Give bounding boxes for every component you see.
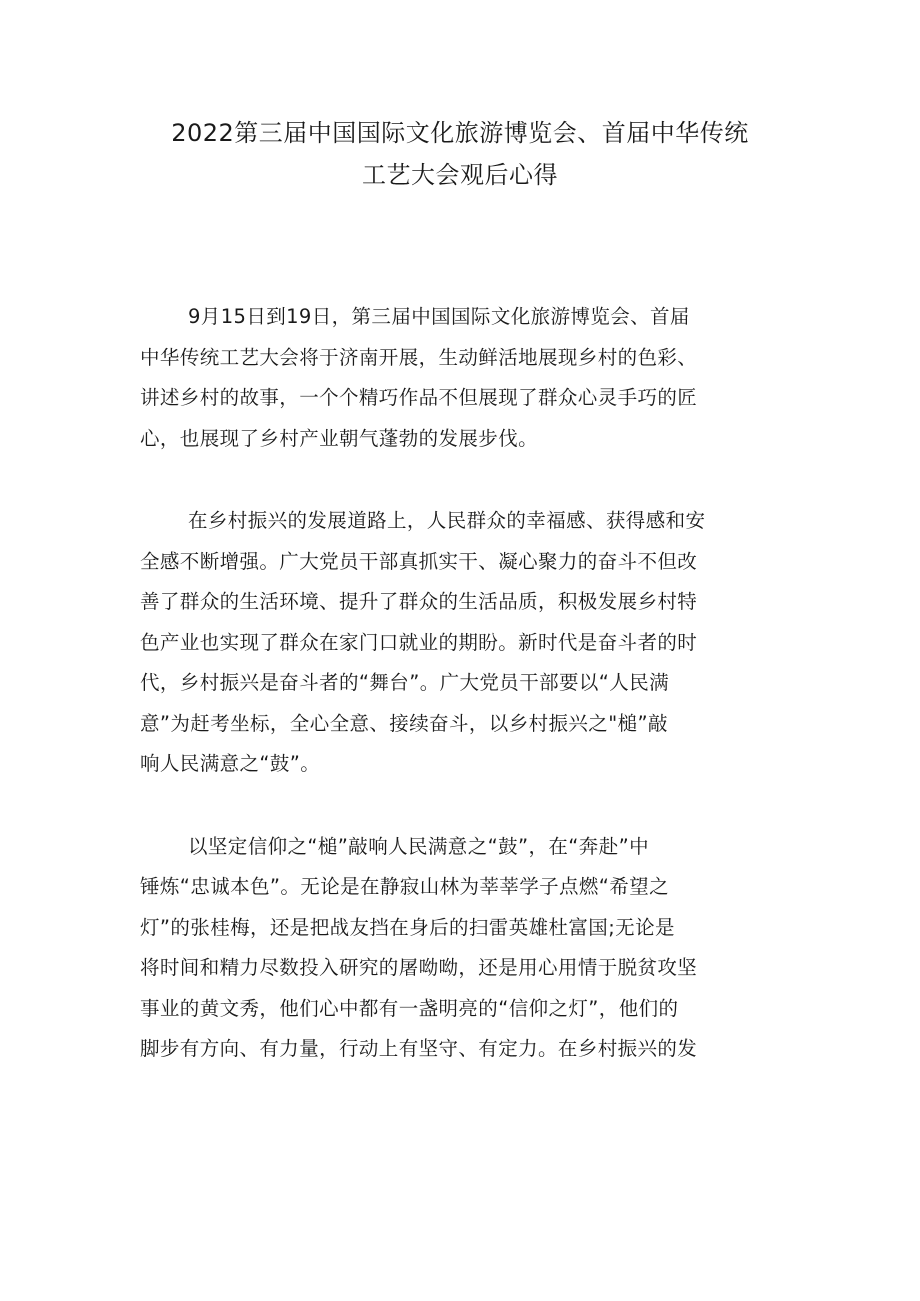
paragraph-line: 善了群众的生活环境、提升了群众的生活品质，积极发展乡村特 xyxy=(140,590,698,613)
paragraph-line: 心，也展现了乡村产业朝气蓬勃的发展步伐。 xyxy=(140,426,539,450)
paragraph-line: 意”为赶考坐标，全心全意、接续奋斗，以乡村振兴之"槌”敲 xyxy=(140,711,668,735)
paragraph-line: 9月15日到19日，第三届中国国际文化旅游博览会、首届 xyxy=(188,305,690,328)
paragraph-line: 讲述乡村的故事，一个个精巧作品不但展现了群众心灵手巧的匠 xyxy=(140,386,698,409)
paragraph-3 xyxy=(140,827,800,1070)
document-body xyxy=(140,297,800,1112)
paragraph-line: 事业的黄文秀，他们心中都有一盏明亮的“信仰之灯”，他们的 xyxy=(140,996,679,1020)
paragraph-line: 色产业也实现了群众在家门口就业的期盼。新时代是奋斗者的时 xyxy=(140,630,698,654)
paragraph-line: 脚步有方向、有力量，行动上有坚守、有定力。在乡村振兴的发 xyxy=(140,1037,698,1060)
paragraph-line: 中华传统工艺大会将于济南开展，生动鲜活地展现乡村的色彩、 xyxy=(140,345,698,369)
title-line: 2022第三届中国国际文化旅游博览会、首届中华传统 xyxy=(171,119,749,147)
paragraph-line: 锤炼“忠诚本色”。无论是在静寂山林为莘莘学子点燃“希望之 xyxy=(140,875,670,898)
paragraph-line: 代，乡村振兴是奋斗者的“舞台”。广大党员干部要以“人民满 xyxy=(140,671,670,694)
document-title xyxy=(120,112,800,196)
paragraph-line: 灯”的张桂梅，还是把战友挡在身后的扫雷英雄杜富国;无论是 xyxy=(140,915,675,939)
paragraph-1 xyxy=(140,297,800,459)
paragraph-line: 在乡村振兴的发展道路上，人民群众的幸福感、获得感和安 xyxy=(188,509,706,532)
paragraph-line: 以坚定信仰之“槌”敲响人民满意之“鼓”，在“奔赴”中 xyxy=(188,834,650,858)
paragraph-line: 响人民满意之“鼓”。 xyxy=(140,752,321,775)
paragraph-2 xyxy=(140,501,800,785)
title-line: 工艺大会观后心得 xyxy=(362,161,558,189)
paragraph-line: 将时间和精力尽数投入研究的屠呦呦，还是用心用情于脱贫攻坚 xyxy=(140,956,698,979)
paragraph-line: 全感不断增强。广大党员干部真抓实干、凝心聚力的奋斗不但改 xyxy=(140,549,698,573)
